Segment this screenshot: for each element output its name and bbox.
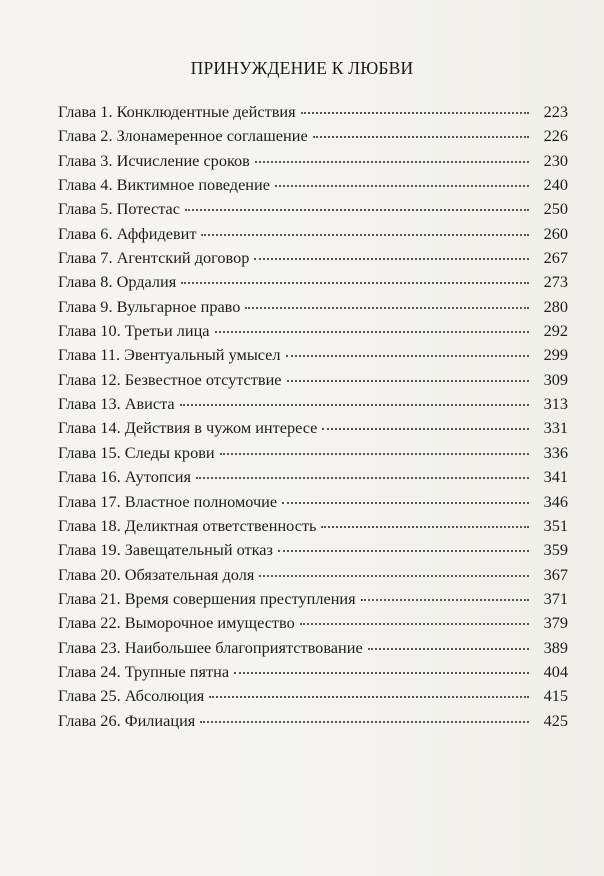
chapter-title: Глава 3. Исчисление сроков (58, 150, 250, 170)
chapter-title: Глава 9. Вульгарное право (58, 296, 241, 316)
dot-leader (200, 720, 529, 723)
page-number: 226 (543, 126, 568, 146)
toc-entry (58, 222, 568, 246)
chapter-title: Глава 17. Властное полномочие (58, 491, 278, 511)
dot-leader (321, 525, 529, 528)
dot-leader (361, 598, 529, 601)
page-number: 359 (543, 540, 568, 560)
toc-entry (58, 490, 568, 514)
dot-leader (185, 208, 529, 211)
page-number: 331 (543, 418, 568, 438)
chapter-title: Глава 18. Деликтная ответственность (58, 515, 317, 535)
toc-entry (58, 709, 568, 733)
page-number: 336 (543, 442, 568, 462)
page-number: 389 (543, 637, 568, 657)
toc-entry (58, 343, 568, 367)
toc-entry (58, 538, 568, 562)
chapter-title: Глава 21. Время совершения преступления (58, 588, 356, 608)
dot-leader (313, 135, 529, 138)
chapter-title: Глава 10. Третьи лица (58, 321, 210, 341)
chapter-title: Глава 24. Трупные пятна (58, 661, 230, 681)
page-number: 230 (543, 150, 568, 170)
toc-entry (58, 465, 568, 489)
page-number: 292 (543, 321, 568, 341)
dot-leader (282, 501, 529, 504)
dot-leader (278, 549, 529, 552)
chapter-title: Глава 25. Абсолюция (58, 686, 205, 706)
toc-entry (58, 563, 568, 587)
chapter-title: Глава 6. Аффидевит (58, 223, 197, 243)
dot-leader (209, 695, 529, 698)
page-number: 280 (543, 296, 568, 316)
toc-entry (58, 149, 568, 173)
chapter-title: Глава 12. Безвестное отсутствие (58, 369, 282, 389)
toc-entry (58, 270, 568, 294)
chapter-title: Глава 20. Обязательная доля (58, 564, 255, 584)
page-number: 273 (543, 272, 568, 292)
chapter-title: Глава 11. Эвентуальный умысел (58, 345, 281, 365)
toc-entry (58, 100, 568, 124)
toc-entry (58, 636, 568, 660)
page-number: 371 (543, 588, 568, 608)
dot-leader (259, 574, 529, 577)
page-number: 351 (543, 515, 568, 535)
toc-entry (58, 246, 568, 270)
toc-entry (58, 684, 568, 708)
dot-leader (234, 671, 529, 674)
chapter-title: Глава 19. Завещательный отказ (58, 540, 273, 560)
page-title: ПРИНУЖДЕНИЕ К ЛЮБВИ (190, 58, 414, 78)
dot-leader (181, 281, 529, 284)
dot-leader (201, 233, 529, 236)
toc-entry (58, 319, 568, 343)
dot-leader (255, 160, 529, 163)
page-number: 346 (543, 491, 568, 511)
dot-leader (300, 622, 529, 625)
page-number: 250 (543, 199, 568, 219)
chapter-title: Глава 4. Виктимное поведение (58, 175, 270, 195)
chapter-title: Глава 7. Агентский договор (58, 248, 250, 268)
dot-leader (215, 330, 529, 333)
page-number: 299 (543, 345, 568, 365)
page-number: 313 (543, 394, 568, 414)
toc-entry (58, 660, 568, 684)
table-of-contents (58, 100, 568, 733)
toc-entry (58, 514, 568, 538)
dot-leader (220, 452, 529, 455)
chapter-title: Глава 5. Потестас (58, 199, 181, 219)
page-number: 425 (543, 710, 568, 730)
dot-leader (254, 257, 529, 260)
page-number: 309 (543, 369, 568, 389)
page-number: 367 (543, 564, 568, 584)
toc-entry (58, 416, 568, 440)
dot-leader (180, 403, 529, 406)
chapter-title: Глава 8. Ордалия (58, 272, 177, 292)
chapter-title: Глава 23. Наибольшее благоприятствование (58, 637, 363, 657)
chapter-title: Глава 16. Аутопсия (58, 467, 191, 487)
dot-leader (368, 647, 529, 650)
chapter-title: Глава 13. Ависта (58, 394, 175, 414)
chapter-title: Глава 2. Злонамеренное соглашение (58, 126, 308, 146)
chapter-title: Глава 15. Следы крови (58, 442, 215, 462)
toc-entry (58, 441, 568, 465)
dot-leader (322, 427, 529, 430)
page-number: 240 (543, 175, 568, 195)
dot-leader (301, 111, 529, 114)
toc-entry (58, 611, 568, 635)
toc-entry (58, 124, 568, 148)
toc-entry (58, 173, 568, 197)
dot-leader (275, 184, 529, 187)
dot-leader (196, 476, 529, 479)
page-number: 223 (543, 102, 568, 121)
toc-entry (58, 368, 568, 392)
page-number: 404 (543, 661, 568, 681)
toc-entry (58, 197, 568, 221)
toc-entry (58, 587, 568, 611)
page-number: 415 (543, 686, 568, 706)
dot-leader (287, 379, 529, 382)
chapter-title: Глава 1. Конклюдентные действия (58, 102, 296, 121)
page-number: 260 (543, 223, 568, 243)
chapter-title: Глава 14. Действия в чужом интересе (58, 418, 318, 438)
dot-leader (286, 354, 529, 357)
toc-entry (58, 295, 568, 319)
page-number: 267 (543, 248, 568, 268)
chapter-title: Глава 26. Филиация (58, 710, 196, 730)
chapter-title: Глава 22. Выморочное имущество (58, 613, 295, 633)
page-number: 379 (543, 613, 568, 633)
dot-leader (245, 306, 529, 309)
page-number: 341 (543, 467, 568, 487)
toc-entry (58, 392, 568, 416)
